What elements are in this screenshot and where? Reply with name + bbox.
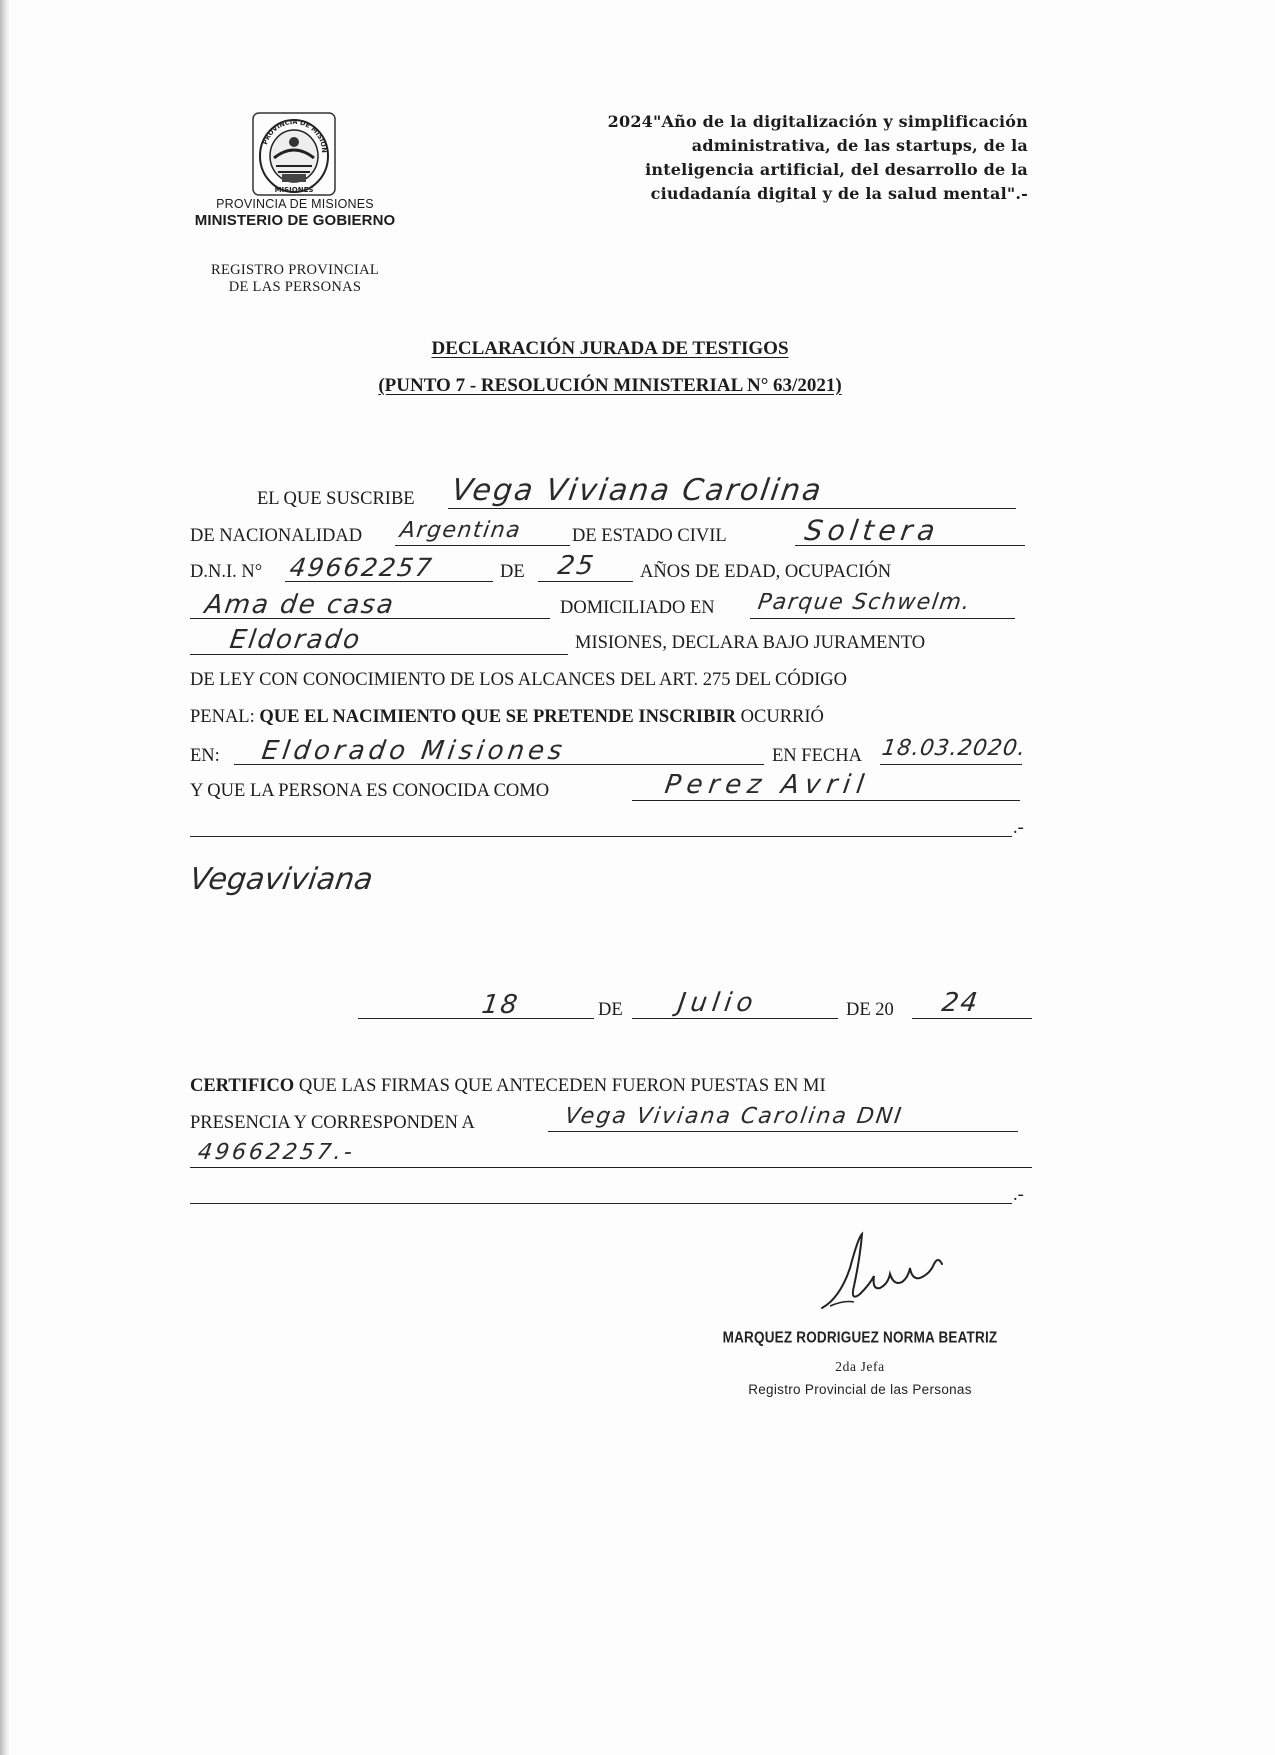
field-line [395, 545, 570, 546]
label-dni: D.N.I. N° [190, 562, 263, 582]
date-year[interactable]: 24 [939, 988, 982, 1018]
field-line [190, 1203, 1012, 1204]
field-line [750, 618, 1015, 619]
penal-suffix: OCURRIÓ [740, 707, 824, 727]
label-estado-civil: DE ESTADO CIVIL [572, 526, 727, 546]
svg-text:PROVINCIA DE MISIONES: PROVINCIA DE MISION [261, 117, 329, 154]
field-conocida-como[interactable]: Perez Avril [662, 770, 872, 800]
label-suscribe: EL QUE SUSCRIBE [257, 489, 415, 509]
org-province: PROVINCIA DE MISIONES [216, 197, 374, 211]
penal-bold: QUE EL NACIMIENTO QUE SE PRETENDE INSCRIBIR [259, 707, 737, 727]
motto-line: 2024"Año de la digitalización y simplificación [607, 112, 1028, 131]
label-edad-ocupacion: AÑOS DE EDAD, OCUPACIÓN [640, 562, 892, 582]
official-name: MARQUEZ RODRIGUEZ NORMA BEATRIZ [722, 1328, 998, 1347]
certification-name[interactable]: Vega Viviana Carolina DNI [563, 1104, 905, 1129]
label-conocida-como: Y QUE LA PERSONA ES CONOCIDA COMO [190, 781, 550, 801]
field-dni[interactable]: 49662257 [287, 553, 436, 582]
registry-line-1: REGISTRO PROVINCIAL [210, 262, 380, 278]
label-misiones-declara: MISIONES, DECLARA BAJO JURAMENTO [575, 633, 926, 653]
field-localidad[interactable]: Eldorado [227, 625, 364, 655]
year-motto [520, 110, 1028, 206]
field-line [548, 1131, 1018, 1132]
label-domiciliado: DOMICILIADO EN [560, 598, 715, 618]
certification-dni[interactable]: 49662257.- [196, 1140, 357, 1165]
penal-prefix: PENAL: [190, 707, 255, 727]
label-en-fecha: EN FECHA [772, 746, 862, 766]
field-line [538, 581, 633, 582]
label-date-de: DE [598, 1000, 623, 1020]
field-fecha-nacimiento[interactable]: 18.03.2020. [880, 736, 1028, 761]
field-ocupacion[interactable]: Ama de casa [202, 590, 397, 620]
label-penal [190, 707, 824, 728]
scan-edge-shadow [0, 0, 10, 1755]
line-end-mark: .- [1013, 1185, 1024, 1205]
line-end-mark: .- [1013, 818, 1024, 838]
document-subtitle: (PUNTO 7 - RESOLUCIÓN MINISTERIAL N° 63/2021) [378, 375, 842, 396]
field-line [448, 508, 1016, 509]
field-line [632, 1018, 838, 1019]
certifico-bold: CERTIFICO [190, 1076, 295, 1096]
field-line [632, 800, 1020, 801]
official-signature [810, 1228, 970, 1323]
date-day[interactable]: 18 [479, 990, 522, 1020]
certification-line-2: PRESENCIA Y CORRESPONDEN A [190, 1113, 475, 1133]
date-month[interactable]: Julio [675, 988, 760, 1018]
province-crest-logo [252, 112, 336, 196]
field-line [190, 836, 1012, 837]
document-title: DECLARACIÓN JURADA DE TESTIGOS [431, 338, 789, 359]
field-suscribe[interactable]: Vega Viviana Carolina [449, 473, 826, 508]
motto-line: inteligencia artificial, del desarrollo de la [645, 160, 1028, 179]
label-en: EN: [190, 746, 220, 766]
field-line [190, 1167, 1032, 1168]
certification-line-1 [190, 1076, 826, 1097]
field-domicilio[interactable]: Parque Schwelm. [756, 590, 973, 615]
label-de: DE [500, 562, 525, 582]
certification-text: QUE LAS FIRMAS QUE ANTECEDEN FUERON PUESTAS EN MI [298, 1076, 826, 1096]
witness-signature: Vegaviviana [187, 862, 376, 897]
field-lugar-nacimiento[interactable]: Eldorado Misiones [259, 736, 568, 766]
field-edad[interactable]: 25 [555, 551, 598, 581]
field-line [358, 1018, 594, 1019]
field-line [880, 764, 1022, 765]
registry-line-2: DE LAS PERSONAS [228, 279, 362, 295]
official-position: 2da Jefa [835, 1359, 885, 1374]
label-nacionalidad: DE NACIONALIDAD [190, 526, 363, 546]
official-office: Registro Provincial de las Personas [748, 1382, 972, 1397]
motto-line: ciudadanía digital y de la salud mental".- [650, 184, 1028, 203]
label-date-year-prefix: DE 20 [846, 1000, 894, 1020]
label-ley: DE LEY CON CONOCIMIENTO DE LOS ALCANCES DEL ART. 275 DEL CÓDIGO [190, 670, 847, 690]
field-estado-civil[interactable]: Soltera [802, 514, 942, 547]
motto-line: administrativa, de las startups, de la [691, 136, 1028, 155]
org-ministry: MINISTERIO DE GOBIERNO [194, 212, 396, 229]
field-line [912, 1018, 1032, 1019]
field-nacionalidad[interactable]: Argentina [398, 518, 523, 543]
svg-text:MISIONES: MISIONES [274, 186, 314, 194]
